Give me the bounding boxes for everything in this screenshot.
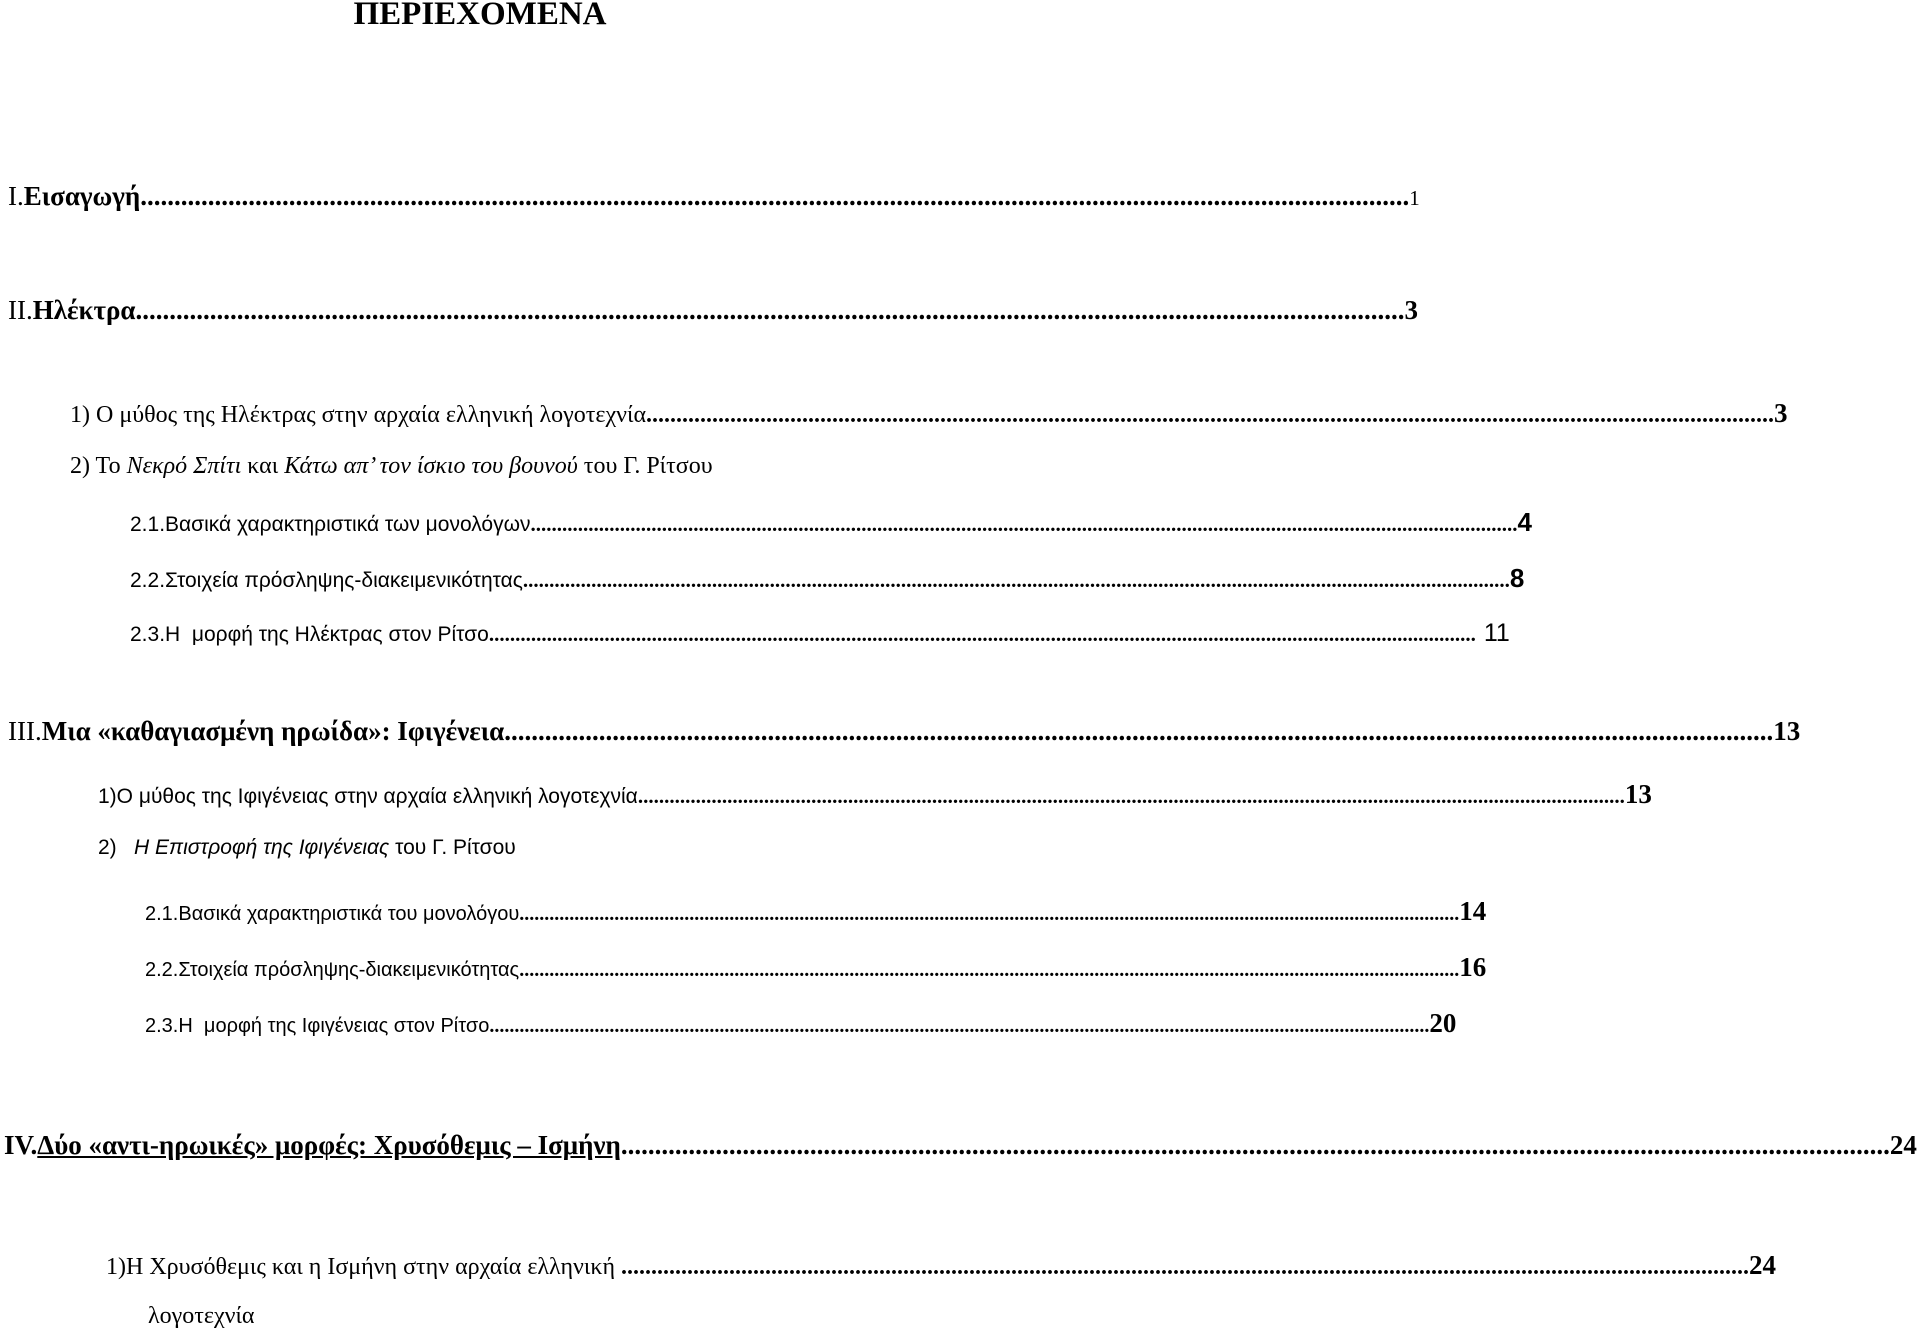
toc-entry-electra-2-3[interactable] bbox=[130, 613, 1510, 653]
dot-leader: ............................................................................................................................................................................................ bbox=[140, 181, 1410, 211]
toc-entry-number: 2) bbox=[98, 836, 117, 859]
toc-entry-page: 20 bbox=[1429, 1008, 1457, 1038]
toc-entry-text: και bbox=[241, 453, 285, 479]
toc-entry-title: Βασικά χαρακτηριστικά των μονολόγων bbox=[165, 513, 531, 536]
dot-leader: ............................................................................................................................................................................................ bbox=[522, 568, 1510, 592]
toc-entry-page: 8 bbox=[1509, 563, 1525, 593]
toc-entry-page: 3 bbox=[1404, 295, 1418, 325]
dot-leader: ............................................................................................................................................................................................ bbox=[621, 1254, 1749, 1280]
toc-entry-number: 2.2. bbox=[130, 569, 166, 592]
dot-leader: ............................................................................................................................................................................................ bbox=[489, 1015, 1430, 1037]
toc-entry-title: Στοιχεία πρόσληψης-διακειμενικότητας bbox=[165, 569, 523, 592]
toc-entry-electra-myth[interactable] bbox=[70, 393, 1788, 433]
toc-entry-page: 1 bbox=[1409, 186, 1420, 210]
toc-entry-text: του Γ. Ρίτσου bbox=[389, 836, 516, 859]
toc-entry-title: Η μορφή της Ηλέκτρας στον Ρίτσο bbox=[165, 623, 489, 646]
toc-entry-title: Βασικά χαρακτηριστικά του μονολόγου bbox=[178, 903, 520, 925]
dot-leader: ............................................................................................................................................................................................ bbox=[637, 784, 1625, 808]
toc-entry-iphigenia[interactable] bbox=[8, 711, 1801, 751]
toc-entry-iphigenia-myth[interactable] bbox=[98, 774, 1652, 814]
toc-entry-number: 2.1. bbox=[145, 903, 179, 925]
toc-entry-title: Ηλέκτρα bbox=[32, 295, 136, 325]
toc-entry-electra[interactable] bbox=[8, 290, 1418, 330]
toc-entry-title: Η Χρυσόθεμις και η Ισμήνη στην αρχαία ελληνική bbox=[126, 1254, 615, 1280]
toc-entry-text: του Γ. Ρίτσου bbox=[577, 453, 713, 479]
toc-entry-page: 13 bbox=[1624, 779, 1652, 809]
toc-entry-ritsos-iphigenia-work[interactable] bbox=[98, 828, 956, 868]
toc-entry-page: 24 bbox=[1749, 1250, 1776, 1280]
toc-entry-page: 14 bbox=[1459, 896, 1487, 926]
toc-entry-number: Ι. bbox=[8, 181, 24, 211]
toc-entry-continuation bbox=[148, 1296, 548, 1336]
toc-entry-title: Η μορφή της Ιφιγένειας στον Ρίτσο bbox=[178, 1015, 490, 1037]
work-title: Κάτω απ’ τον ίσκιο του βουνού bbox=[284, 453, 578, 479]
dot-leader: ............................................................................................................................................................................................ bbox=[488, 622, 1476, 646]
toc-entry-title: 1)Ο μύθος της Ιφιγένειας στην αρχαία ελληνική λογοτεχνία bbox=[98, 785, 638, 808]
toc-entry-page: 3 bbox=[1774, 398, 1788, 428]
dot-leader: ............................................................................................................................................................................................ bbox=[620, 1130, 1890, 1160]
toc-entry-chrysothemis-ismene-myth[interactable] bbox=[106, 1245, 1776, 1285]
toc-entry-iphigenia-2-3[interactable] bbox=[145, 1003, 1457, 1043]
toc-entry-number: 2.3. bbox=[130, 623, 166, 646]
toc-entry-title: Εισαγωγή bbox=[23, 181, 141, 211]
toc-entry-number: 1) bbox=[106, 1254, 126, 1280]
toc-entry-number: 2.2. bbox=[145, 959, 179, 981]
toc-entry-title: Μια «καθαγιασμένη ηρωίδα»: Ιφιγένεια bbox=[41, 716, 505, 746]
work-title: Νεκρό Σπίτι bbox=[126, 453, 242, 479]
toc-entry-iphigenia-2-1[interactable] bbox=[145, 891, 1487, 931]
dot-leader: ............................................................................................................................................................................................ bbox=[530, 512, 1518, 536]
toc-entry-title: Στοιχεία πρόσληψης-διακειμενικότητας bbox=[178, 959, 520, 981]
toc-entry-title: Δύο «αντι-ηρωικές» μορφές: Χρυσόθεμις – Ισμήνη bbox=[37, 1130, 621, 1160]
toc-entry-iphigenia-2-2[interactable] bbox=[145, 947, 1487, 987]
toc-entry-introduction[interactable] bbox=[8, 176, 1420, 216]
dot-leader: ............................................................................................................................................................................................ bbox=[135, 295, 1405, 325]
toc-entry-page: 16 bbox=[1459, 952, 1487, 982]
dot-leader: ............................................................................................................................................................................................ bbox=[646, 402, 1775, 428]
toc-entry-page: 13 bbox=[1773, 716, 1801, 746]
dot-leader: ............................................................................................................................................................................................ bbox=[504, 716, 1774, 746]
toc-entry-number: 2.1. bbox=[130, 513, 166, 536]
page-title: ΠΕΡΙΕΧΟΜΕΝΑ bbox=[353, 0, 607, 32]
toc-entry-text: 2) Το bbox=[70, 453, 127, 479]
work-title: Η Επιστροφή της Ιφιγένειας bbox=[134, 836, 390, 859]
toc-entry-chrysothemis-ismene[interactable] bbox=[4, 1125, 1917, 1165]
dot-leader: ............................................................................................................................................................................................ bbox=[519, 903, 1460, 925]
toc-entry-electra-2-1[interactable] bbox=[130, 502, 1532, 542]
toc-entry-page: 11 bbox=[1483, 619, 1510, 647]
toc-entry-title: 1) Ο μύθος της Ηλέκτρας στην αρχαία ελληνική λογοτεχνία bbox=[70, 402, 647, 428]
toc-entry-ritsos-electra-works[interactable] bbox=[70, 446, 956, 486]
toc-entry-electra-2-2[interactable] bbox=[130, 558, 1525, 598]
toc-entry-number: IV. bbox=[4, 1130, 38, 1160]
toc-entry-number: 2.3. bbox=[145, 1015, 179, 1037]
toc-entry-number: ΙΙΙ. bbox=[8, 716, 42, 746]
toc-entry-title-continuation: λογοτεχνία bbox=[148, 1303, 255, 1329]
toc-entry-number: ΙΙ. bbox=[8, 295, 33, 325]
dot-leader: ............................................................................................................................................................................................ bbox=[519, 959, 1460, 981]
toc-entry-page: 24 bbox=[1889, 1130, 1917, 1160]
toc-entry-page: 4 bbox=[1517, 507, 1532, 537]
